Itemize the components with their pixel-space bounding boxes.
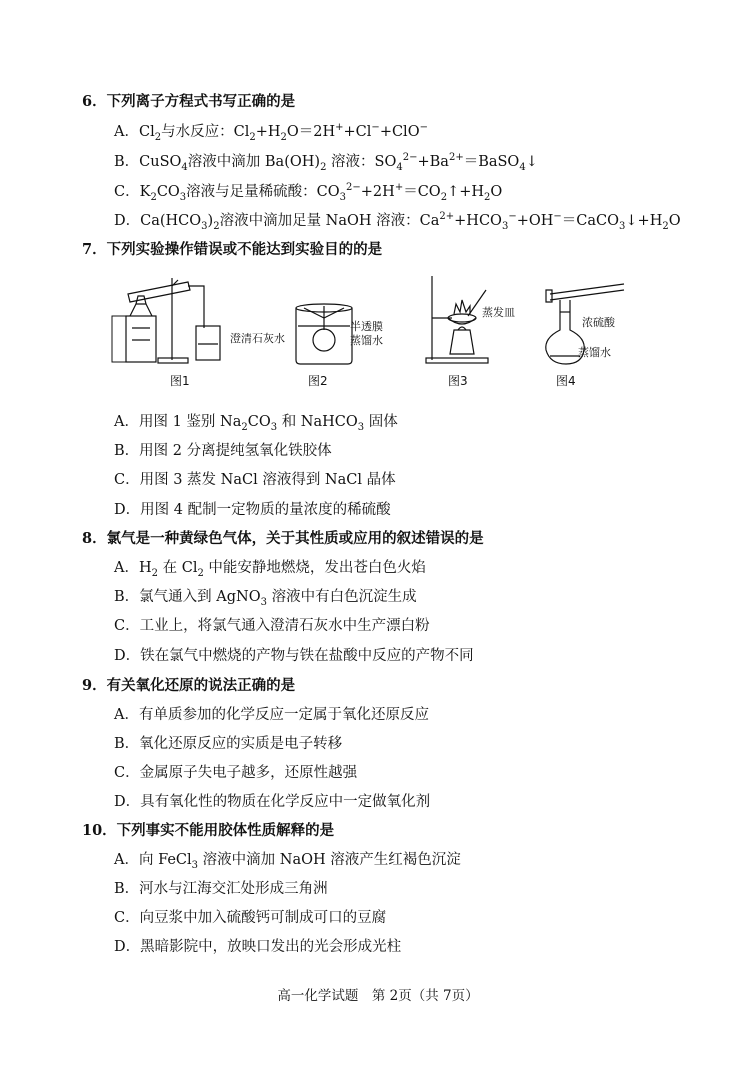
fig2-labels — [350, 320, 383, 348]
fig2-label-membrane: 半透膜 — [350, 320, 383, 333]
q10-option-d: D．黑暗影院中，放映口发出的光会形成光柱 — [114, 939, 402, 955]
fig3-caption: 图3 — [448, 374, 468, 388]
fig1-apparatus-drawing — [112, 268, 242, 368]
q10-stem: 10．下列事实不能用胶体性质解释的是 — [82, 822, 335, 839]
page-footer: 高一化学试题 第 2页（共 7页） — [277, 988, 479, 1004]
fig3-label-dish: 蒸发皿 — [482, 306, 515, 319]
q7-stem: 7．下列实验操作错误或不能达到实验目的的是 — [82, 241, 383, 258]
q9-option-a: A．有单质参加的化学反应一定属于氧化还原反应 — [114, 707, 429, 723]
q6-option-d: D．$Ca(HCO_3)_2$溶液中滴加足量 NaOH 溶液：$Ca^{2+}+HCO_3^-+OH^-=CaCO_3↓+H_2O$ — [114, 211, 681, 232]
q8-option-a: A．$H_2$ 在 $Cl_2$ 中能安静地燃烧，发出苍白色火焰 — [114, 560, 426, 579]
q10-option-b: B．河水与江海交汇处形成三角洲 — [114, 881, 328, 897]
fig2-caption: 图2 — [308, 374, 328, 388]
q6-option-a: A．$Cl_2$与水反应：$Cl_2+H_2O=2H^++Cl^-+ClO^-$ — [114, 122, 428, 143]
fig4-label-acid: 浓硫酸 — [582, 316, 615, 329]
q10-option-a: A．向 FeCl$_3$ 溶液中滴加 NaOH 溶液产生红褐色沉淀 — [114, 852, 461, 871]
q10-option-c: C．向豆浆中加入硫酸钙可制成可口的豆腐 — [114, 910, 387, 926]
q8-stem: 8．氯气是一种黄绿色气体，关于其性质或应用的叙述错误的是 — [82, 530, 484, 547]
fig1-label-limewater: 澄清石灰水 — [230, 332, 285, 345]
fig4-caption: 图4 — [556, 374, 576, 388]
q8-option-b: B．氯气通入到 AgNO$_3$ 溶液中有白色沉淀生成 — [114, 589, 417, 608]
q6-stem: 6．下列离子方程式书写正确的是 — [82, 93, 296, 110]
fig4-label-distilled-water: 蒸馏水 — [578, 346, 611, 359]
fig1-caption: 图1 — [170, 374, 190, 388]
q6-option-b: B．CuSO$_4$溶液中滴加 $Ba(OH)_2$ 溶液：$SO_4^{2-}+Ba^{2+}=BaSO_4↓$ — [114, 152, 538, 173]
q7-option-a: A．用图 1 鉴别 $Na_2CO_3$ 和 NaHCO$_3$ 固体 — [114, 414, 398, 433]
fig2-label-distilled-water: 蒸馏水 — [350, 334, 383, 347]
q9-option-c: C．金属原子失电子越多，还原性越强 — [114, 765, 358, 781]
q7-option-b: B．用图 2 分离提纯氢氧化铁胶体 — [114, 443, 332, 459]
fig2-dialysis-drawing — [290, 268, 360, 368]
q9-option-d: D．具有氧化性的物质在化学反应中一定做氧化剂 — [114, 794, 431, 810]
q7-option-d: D．用图 4 配制一定物质的量浓度的稀硫酸 — [114, 502, 391, 518]
q7-figures — [112, 268, 652, 396]
q9-option-b: B．氧化还原反应的实质是电子转移 — [114, 736, 343, 752]
q8-option-c: C．工业上，将氯气通入澄清石灰水中生产漂白粉 — [114, 618, 430, 634]
q7-option-c: C．用图 3 蒸发 NaCl 溶液得到 NaCl 晶体 — [114, 472, 396, 488]
q6-option-c: C．$K_2CO_3$溶液与足量稀硫酸：$CO_3^{2-}+2H^+=CO_2↑+H_2O$ — [114, 182, 503, 203]
q8-option-d: D．铁在氯气中燃烧的产物与铁在盐酸中反应的产物不同 — [114, 648, 474, 664]
q9-stem: 9．有关氧化还原的说法正确的是 — [82, 677, 296, 694]
